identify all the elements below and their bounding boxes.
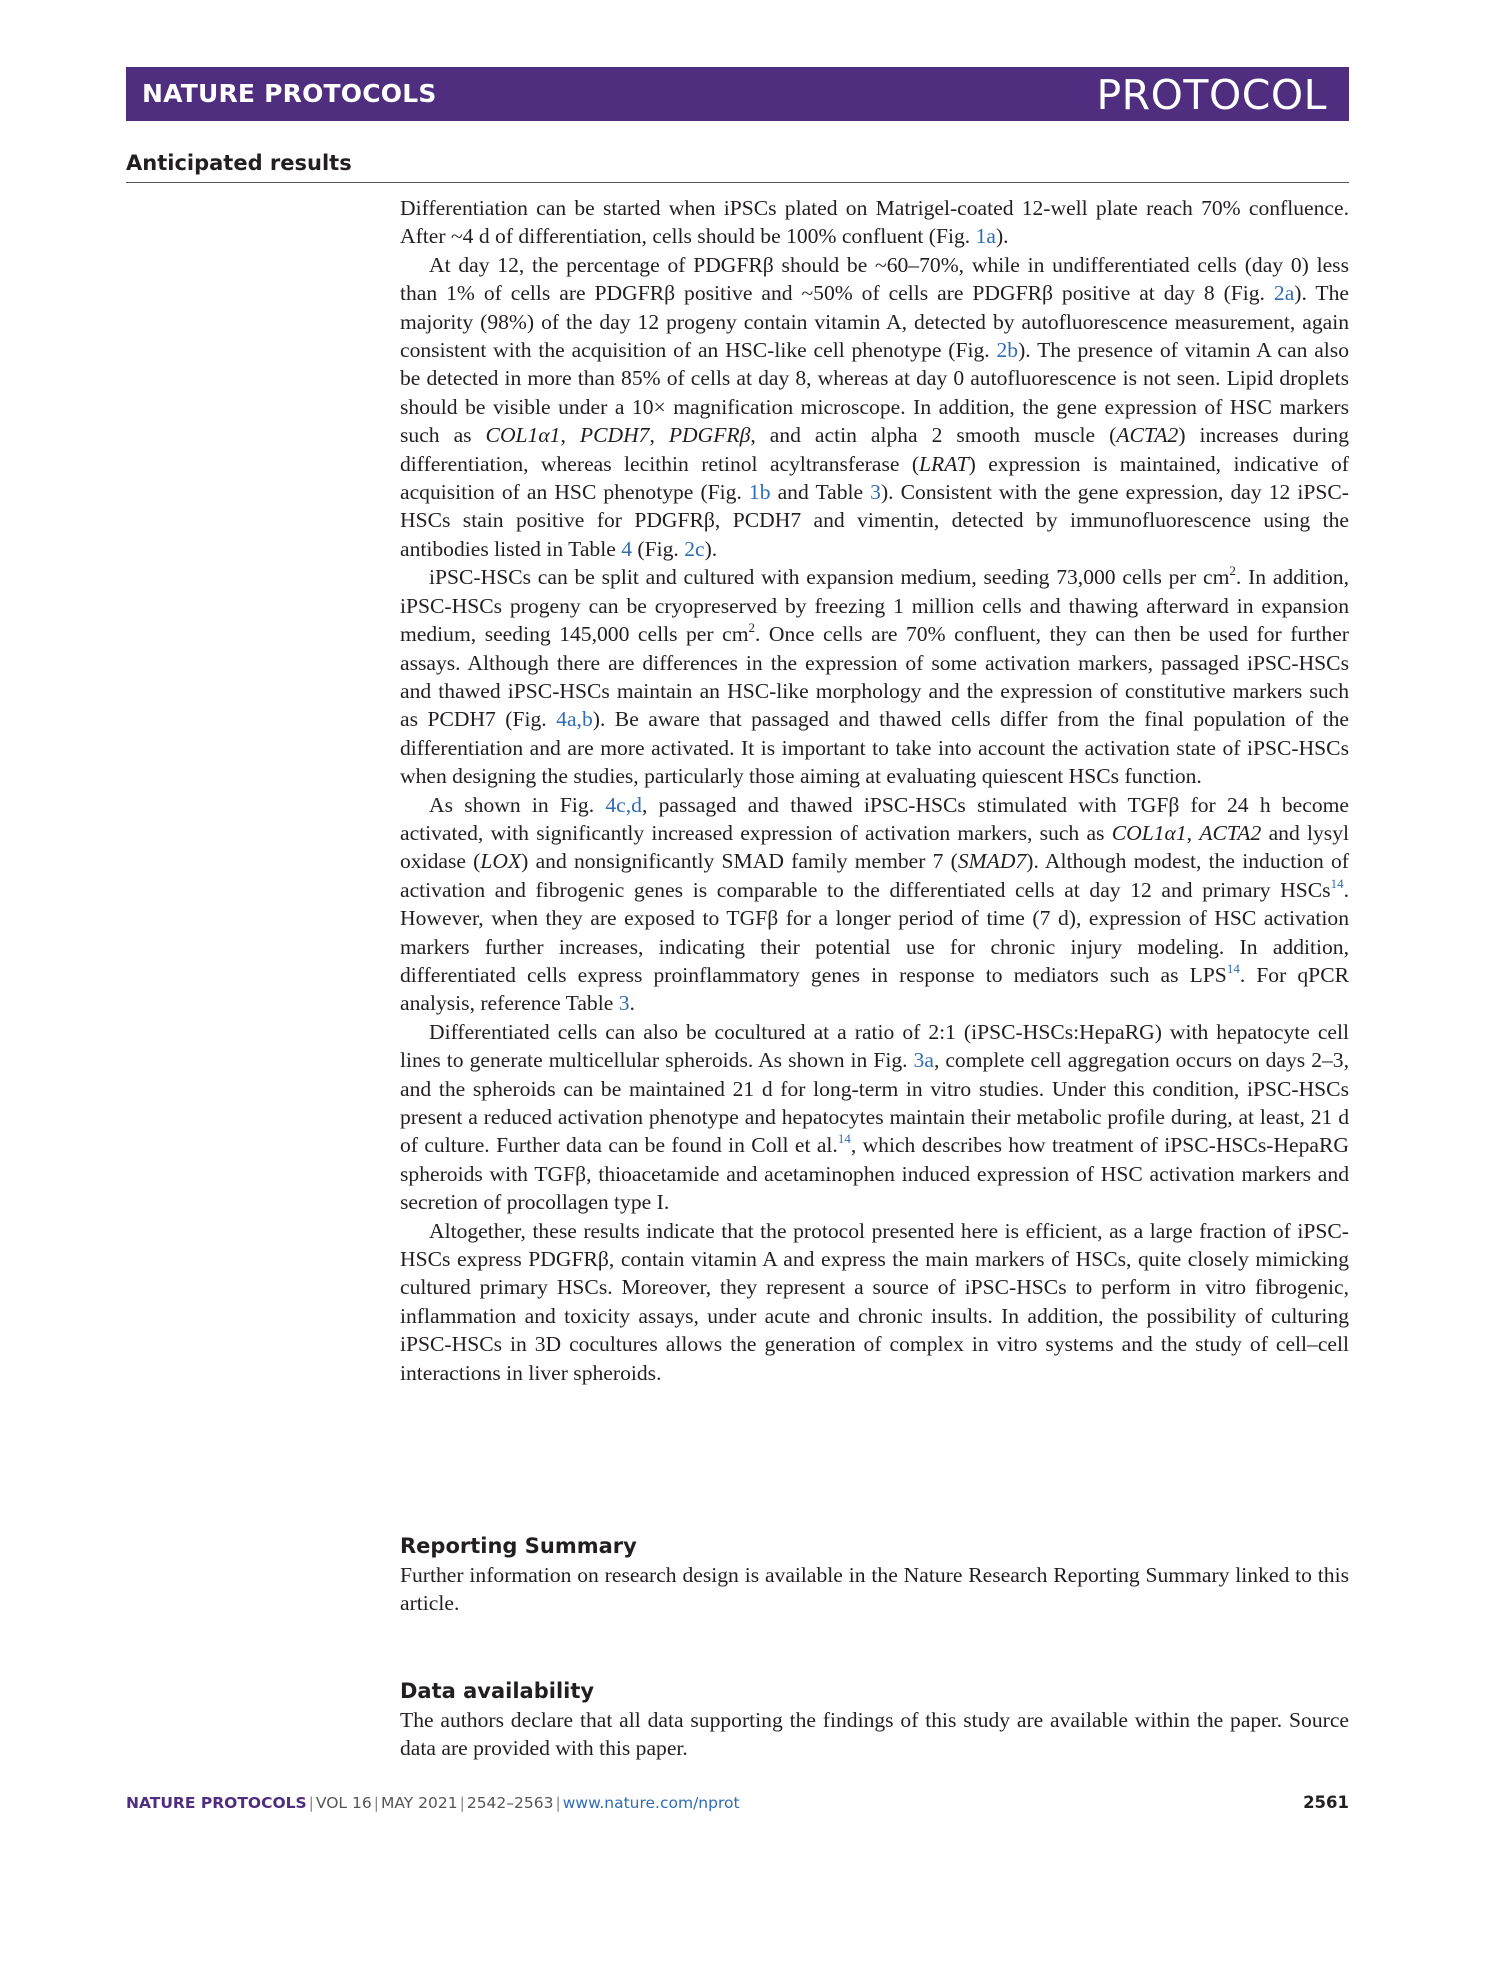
citation-link[interactable]: 14 bbox=[1226, 960, 1240, 976]
reporting-summary-heading: Reporting Summary bbox=[400, 1534, 637, 1558]
text-run: , bbox=[1186, 820, 1200, 845]
text-run: ). Be aware that passaged and thawed cells differ from the final population of the differentiation and are more activated. It is important to take into account the activation state of iPSC-HSCs when designing the studies, particularly those aiming at evaluating quiescent HSCs function. bbox=[400, 707, 1349, 789]
figure-reference-link[interactable]: 3a bbox=[913, 1048, 934, 1073]
figure-reference-link[interactable]: 1b bbox=[748, 480, 771, 505]
body-paragraph bbox=[400, 563, 1349, 790]
gene-name: PCDH7 bbox=[579, 423, 650, 448]
figure-reference-link[interactable]: 4 bbox=[621, 536, 632, 561]
text-run: ). bbox=[704, 536, 718, 561]
gene-name: SMAD7 bbox=[957, 849, 1027, 874]
figure-reference-link[interactable]: 4a,b bbox=[556, 707, 593, 732]
text-run: , passaged and thawed iPSC-HSCs stimulated with TGFβ for 24 h become activated, with significantly increased expression of activation markers, such as bbox=[400, 792, 1349, 845]
footer-pages: 2542–2563 bbox=[466, 1794, 554, 1812]
text-run: , bbox=[560, 423, 580, 448]
text-run: Differentiation can be started when iPSCs plated on Matrigel-coated 12-well plate reach 70% confluence. After ~4 d of differentiation, cells should be 100% confluent (Fig. bbox=[400, 196, 1349, 249]
gene-name: ACTA2 bbox=[1199, 820, 1262, 845]
text-run: Altogether, these results indicate that the protocol presented here is efficient, as a large fraction of iPSC-HSCs express PDGFRβ, contain vitamin A and express the main markers of HSCs, quite closely mimicking cultured primary HSCs. Moreover, they represent a source of iPSC-HSCs to perform in vitro fibrogenic, inflammation and toxicity assays, under acute and chronic insults. In addition, the possibility of culturing iPSC-HSCs in 3D cocultures allows the generation of complex in vitro systems and the study of cell–cell interactions in liver spheroids. bbox=[400, 1218, 1349, 1385]
text-run: ). Although modest, the induction of activation and fibrogenic genes is comparable to the differentiated cells at day 12 and primary HSCs bbox=[400, 849, 1349, 902]
article-type: PROTOCOL bbox=[1096, 71, 1327, 119]
figure-reference-link[interactable]: 4c,d bbox=[605, 792, 642, 817]
reporting-summary-text: Further information on research design is available in the Nature Research Reporting Summary linked to this article. bbox=[400, 1563, 1349, 1616]
figure-reference-link[interactable]: 3 bbox=[618, 991, 630, 1016]
section-title: Anticipated results bbox=[126, 151, 352, 175]
gene-name: LRAT bbox=[919, 451, 969, 476]
body-paragraph bbox=[400, 194, 1349, 251]
page-number: 2561 bbox=[1303, 1793, 1349, 1812]
text-run: and lysyl oxidase ( bbox=[400, 820, 1349, 874]
footer-volume: VOL 16 bbox=[315, 1794, 372, 1812]
body-paragraph bbox=[400, 251, 1349, 563]
citation-link[interactable]: 14 bbox=[1330, 875, 1344, 891]
gene-name: COL1α1 bbox=[1111, 820, 1187, 845]
body-paragraph bbox=[400, 1018, 1349, 1217]
text-run: As shown in Fig. bbox=[429, 792, 606, 817]
superscript: 2 bbox=[1229, 563, 1236, 579]
text-run: Differentiated cells can also be cocultured at a ratio of 2:1 (iPSC-HSCs:HepaRG) with hepatocyte cell lines to generate multicellular spheroids. As shown in Fig. bbox=[400, 1019, 1349, 1073]
superscript: 2 bbox=[748, 620, 755, 636]
figure-reference-link[interactable]: 3 bbox=[870, 480, 881, 505]
text-run: At day 12, the percentage of PDGFRβ should be ~60–70%, while in undifferentiated cells (day 0) less than 1% of cells are PDGFRβ positive and ~50% of cells are PDGFRβ positive at day 8 (Fig. bbox=[400, 252, 1349, 306]
body-text bbox=[400, 194, 1349, 1387]
text-run: and Table bbox=[770, 480, 871, 505]
journal-name: NATURE PROTOCOLS bbox=[142, 79, 437, 108]
text-run: . For qPCR analysis, reference Table bbox=[400, 962, 1350, 1016]
gene-name: LOX bbox=[480, 849, 522, 874]
text-run: ) and nonsignificantly SMAD family member 7 ( bbox=[521, 849, 958, 874]
gene-name: COL1α1 bbox=[485, 423, 561, 448]
figure-reference-link[interactable]: 2c bbox=[684, 536, 705, 561]
text-run: ) expression is maintained, indicative of acquisition of an HSC phenotype (Fig. bbox=[400, 451, 1349, 505]
text-run: , and actin alpha 2 smooth muscle ( bbox=[750, 423, 1117, 448]
text-run: , bbox=[649, 423, 669, 448]
text-run: . In addition, iPSC-HSCs progeny can be cryopreserved by freezing 1 million cells and thawing afterward in expansion medium, seeding 145,000 cells per cm bbox=[400, 565, 1349, 647]
text-run: ). Consistent with the gene expression, day 12 iPSC-HSCs stain positive for PDGFRβ, PCDH7 and vimentin, detected by immunofluorescence using the antibodies listed in Table bbox=[400, 480, 1349, 561]
text-run: iPSC-HSCs can be split and cultured with expansion medium, seeding 73,000 cells per cm bbox=[429, 565, 1230, 590]
gene-name: ACTA2 bbox=[1116, 423, 1179, 448]
body-paragraph bbox=[400, 791, 1349, 1018]
text-run: , complete cell aggregation occurs on days 2–3, and the spheroids can be maintained 21 d for long-term in vitro studies. Under this condition, iPSC-HSCs present a reduced activation phenotype and hepatocytes maintain their metabolic profile during, at least, 21 d of culture. Further data can be found in Coll et al. bbox=[400, 1048, 1350, 1158]
text-run: . bbox=[629, 991, 635, 1016]
figure-reference-link[interactable]: 1a bbox=[975, 224, 996, 249]
text-run: ). The majority (98%) of the day 12 progeny contain vitamin A, detected by autofluorescence measurement, again consistent with the acquisition of an HSC-like cell phenotype (Fig. bbox=[400, 281, 1349, 363]
data-availability-heading: Data availability bbox=[400, 1679, 595, 1703]
body-paragraph bbox=[400, 1217, 1349, 1387]
figure-reference-link[interactable]: 2b bbox=[996, 338, 1019, 363]
citation-link[interactable]: 14 bbox=[837, 1131, 851, 1147]
gene-name: PDGFRβ bbox=[668, 423, 751, 448]
text-run: . Once cells are 70% confluent, they can then be used for further assays. Although there are differences in the expression of some activation markers, passaged iPSC-HSCs and thawed iPSC-HSCs maintain an HSC-like morphology and the expression of constitutive markers such as PCDH7 (Fig. bbox=[400, 622, 1349, 732]
text-run: ) increases during differentiation, whereas lecithin retinol acyltransferase ( bbox=[400, 423, 1350, 476]
footer-journal: NATURE PROTOCOLS bbox=[126, 1794, 307, 1812]
data-availability-text: The authors declare that all data supporting the findings of this study are available within the paper. Source data are provided with this paper. bbox=[400, 1708, 1349, 1761]
header-banner bbox=[126, 67, 1349, 121]
footer-date: MAY 2021 bbox=[380, 1794, 458, 1812]
page-footer: NATURE PROTOCOLS | VOL 16 | MAY 2021 | 2542–2563 | www.nature.com/nprot bbox=[126, 1794, 740, 1812]
figure-reference-link[interactable]: 2a bbox=[1273, 281, 1295, 306]
text-run: , which describes how treatment of iPSC-HSCs-HepaRG spheroids with TGFβ, thioacetamide and acetaminophen induced expression of HSC activation markers and secretion of procollagen type I. bbox=[400, 1133, 1349, 1215]
footer-url-link[interactable]: www.nature.com/nprot bbox=[562, 1794, 740, 1812]
text-run: . However, when they are exposed to TGFβ for a longer period of time (7 d), expression of HSC activation markers further increases, indicating their potential use for chronic injury modeling. In addition, differentiated cells express proinflammatory genes in response to mediators such as LPS bbox=[400, 877, 1349, 987]
section-rule bbox=[126, 182, 1349, 183]
text-run: (Fig. bbox=[632, 536, 685, 561]
text-run: ). bbox=[995, 224, 1009, 249]
text-run: ). The presence of vitamin A can also be detected in more than 85% of cells at day 8, whereas at day 0 autofluorescence is not seen. Lipid droplets should be visible under a 10× magnification microscope. In addition, the gene expression of HSC markers such as bbox=[400, 338, 1349, 448]
